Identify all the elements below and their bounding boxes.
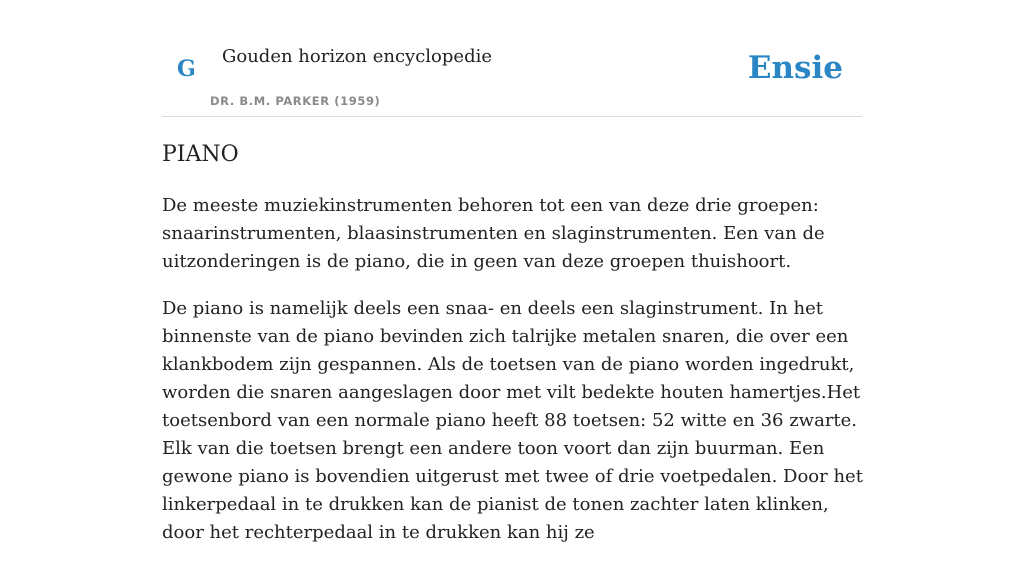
article (162, 140, 872, 566)
article-paragraph: De piano is namelijk deels een snaa- en deels een slaginstrument. In het binnenste van de piano bevinden zich talrijke metalen snaren, die over een klankbodem zijn gespannen. Als de toetsen van de piano worden ingedrukt, worden die snaren aangeslagen door met vilt bedekte houten hamertjes.Het toetsenbord van een normale piano heeft 88 toetsen: 52 witte en 36 zwarte. Elk van die toetsen brengt een andere toon voort dan zijn buurman. Een gewone piano is bovendien uitgerust met twee of drie voetpedalen. Door het linkerpedaal in te drukken kan de pianist de tonen zachter laten klinken, door het rechterpedaal in te drukken kan hij ze (162, 298, 863, 543)
article-paragraph: De meeste muziekinstrumenten behoren tot een van deze drie groepen: snaarinstrumenten, blaasinstrumenten en slaginstrumenten. Een van de uitzonderingen is de piano, die in geen van deze groepen thuishoort. (162, 195, 825, 272)
book-author: DR. B.M. PARKER (1959) (210, 94, 381, 108)
book-logo-icon: G (177, 56, 196, 82)
book-header (162, 0, 862, 117)
article-title: PIANO (162, 142, 239, 167)
book-title-link[interactable]: Gouden horizon encyclopedie (222, 46, 492, 67)
ensie-logo-link[interactable]: Ensie (747, 50, 843, 86)
